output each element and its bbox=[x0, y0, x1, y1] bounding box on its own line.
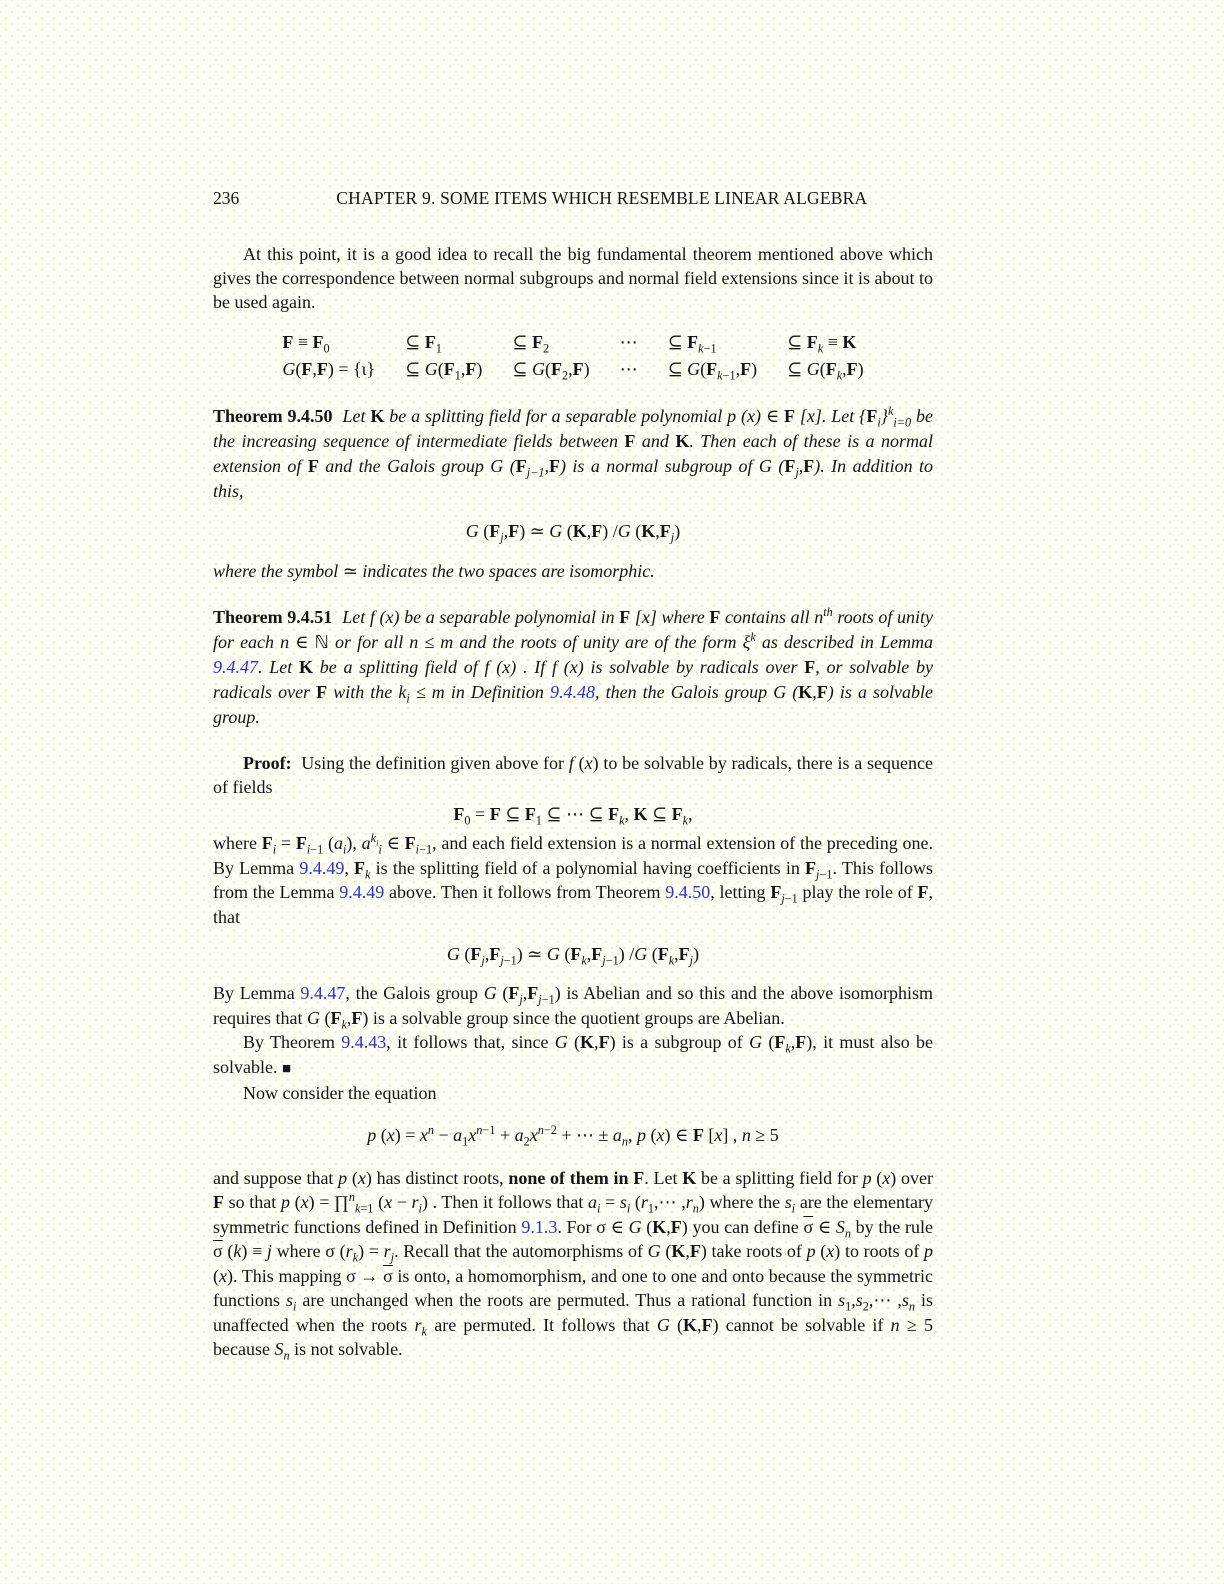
theorem-body: Let K be a splitting field for a separable polynomial p (x) ∈ F [x]. Let $\{F_i\}^k_{i=0}$ be the increasing sequence of intermediate fields between F and K. Then each of these is a normal extension of F and the Galois group G $(F_{j-1},F)$ is a normal subgroup of G $(F_j,F)$. In addition to this, bbox=[213, 404, 934, 501]
now-consider-line: Now consider the equation bbox=[243, 1083, 437, 1103]
field-chain-cell: ⊆ $F_k \equiv K$ bbox=[787, 332, 857, 356]
ref-link-9-4-47b[interactable]: 9.4.47 bbox=[300, 983, 346, 1003]
field-chain-cell: ⊆ $F_2$ bbox=[512, 332, 550, 356]
proof-intro-paragraph: Proof: Using the definition given above for f (x) to be solvable by radicals, there is a sequence of fields bbox=[213, 753, 933, 797]
ref-link-9-4-49b[interactable]: 9.4.49 bbox=[339, 882, 385, 902]
field-chain-cell: ⊆ $G(F_2,F)$ bbox=[512, 359, 590, 383]
intro-paragraph: At this point, it is a good idea to recall the big fundamental theorem mentioned above which gives the correspondence between normal subgroups and normal field extensions since it is about to be used again. bbox=[213, 244, 933, 312]
field-chain-equation bbox=[213, 330, 933, 382]
running-header bbox=[213, 186, 933, 208]
ref-link-9-4-50[interactable]: 9.4.50 bbox=[665, 882, 711, 902]
where-paragraph: where $F_i = F_{i-1}$ $(a_i)$, $a^{k_i}_i$ ∈ $F_{i-1}$, and each field extension is a normal extension of the preceding one. By Lemma 9.4.49, $F_k$ is the splitting field of a polynomial having coefficients in $F_{j-1}$. This follows from the Lemma 9.4.49 above. Then it follows from Theorem 9.4.50, letting $F_{j-1}$ play the role of F, that bbox=[213, 831, 934, 927]
isomorphic-note: where the symbol ≃ indicates the two spaces are isomorphic. bbox=[213, 561, 655, 581]
theorem-label: Theorem 9.4.50 bbox=[213, 406, 333, 426]
closing-paragraph: and suppose that p (x) has distinct roots, none of them in F. Let K be a splitting field for p (x) over F so that p (x) = ∏$^n_{k=1}$ $(x - r_i)$ . Then it follows that $a_i = s_i$ ($r_1,\cdots$ $,r_n$) where the $s_i$ are the elementary symmetric functions defined in Definition 9.1.3. For σ ∈ G (K,F) you can define $\overline{\sigma}$ ∈ $S_n$ by the rule $\overline{\sigma}$ (k) ≡ j where σ $(r_k) = r_j$. Recall that the automorphisms of G (K,F) take roots of p (x) to roots of p (x). This mapping $\sigma \to \overline{\sigma}$ is onto, a homomorphism, and one to one and onto because the symmetric functions $s_i$ are unchanged when the roots are permuted. Thus a rational function in $s_1,s_2,\cdots$ $,s_n$ is unaffected when the roots $r_k$ are permuted. It follows that G (K,F) cannot be solvable if n ≥ 5 because $S_n$ is not solvable. bbox=[213, 1167, 934, 1363]
ref-link-9-1-3[interactable]: 9.1.3 bbox=[521, 1216, 558, 1237]
solvable-paragraph: By Theorem 9.4.43, it follows that, since G (K,F) is a subgroup of G $(F_k,F)$, it must also be solvable. ■ bbox=[213, 1032, 933, 1077]
field-chain-cell: ⊆ $F_1$ bbox=[405, 332, 442, 356]
theorem-9-4-50 bbox=[213, 404, 933, 504]
field-sequence-equation: $F_0 = F$ ⊆ $F_1$ ⊆ ⋯ ⊆ $F_k$, K ⊆ $F_k$, bbox=[453, 804, 693, 828]
theorem-9-4-51 bbox=[213, 605, 933, 730]
page-number: 236 bbox=[213, 188, 240, 208]
ref-link-9-4-49[interactable]: 9.4.49 bbox=[299, 857, 345, 878]
polynomial-equation: p $(x) = x^n - a_1x^{n-1} + a_2x^{n-2}$ + ⋯ ± $a_n$, p (x) ∈ F [x] , n ≥ 5 bbox=[367, 1122, 779, 1149]
theorem-body: Let f (x) be a separable polynomial in F [x] where F contains all $n^{th}$ roots of unity for each n ∈ ℕ or for all n ≤ m and the roots of unity are of the form $\xi^k$ as described in Lemma 9.4.47. Let K be a splitting field of f (x) . If f (x) is solvable by radicals over F, or solvable by radicals over F with the $k_i \le m$ in Definition 9.4.48, then the Galois group G (K,F) is a solvable group. bbox=[213, 605, 934, 727]
ref-link-9-4-48[interactable]: 9.4.48 bbox=[550, 682, 596, 702]
isomorphism-equation: G $(F_j,F)$ ≃ G (K,F) /G $(K,F_j)$ bbox=[465, 521, 681, 545]
quotient-isomorphism-equation: G $(F_j,F_{j-1})$ ≃ G $(F_k,F_{j-1})$ /G $(F_k,F_j)$ bbox=[446, 944, 700, 968]
field-chain-cell: ⊆ $G(F_1,F)$ bbox=[405, 359, 483, 383]
field-chain-cell: ⋯ bbox=[619, 359, 638, 379]
chapter-title: CHAPTER 9. SOME ITEMS WHICH RESEMBLE LINEAR ALGEBRA bbox=[336, 188, 868, 208]
field-chain-cell: $F \equiv F_0$ bbox=[282, 332, 330, 356]
ref-link-9-4-43[interactable]: 9.4.43 bbox=[341, 1032, 387, 1052]
field-chain-cell: ⊆ $G(F_{k-1},F)$ bbox=[667, 359, 758, 383]
field-chain-cell: G(F,F) = {ι} bbox=[282, 359, 376, 379]
abelian-paragraph: By Lemma 9.4.47, the Galois group G $(F_j,F_{j-1})$ is Abelian and so this and the above isomorphism requires that G $(F_k,F)$ is a solvable group since the quotient groups are Abelian. bbox=[213, 983, 934, 1032]
field-chain-cell: ⋯ bbox=[619, 332, 638, 352]
theorem-label: Theorem 9.4.51 bbox=[213, 607, 333, 627]
field-chain-cell: ⊆ $F_{k-1}$ bbox=[667, 332, 717, 356]
field-chain-cell: ⊆ $G(F_k,F)$ bbox=[787, 359, 864, 383]
ref-link-9-4-47[interactable]: 9.4.47 bbox=[213, 657, 258, 677]
